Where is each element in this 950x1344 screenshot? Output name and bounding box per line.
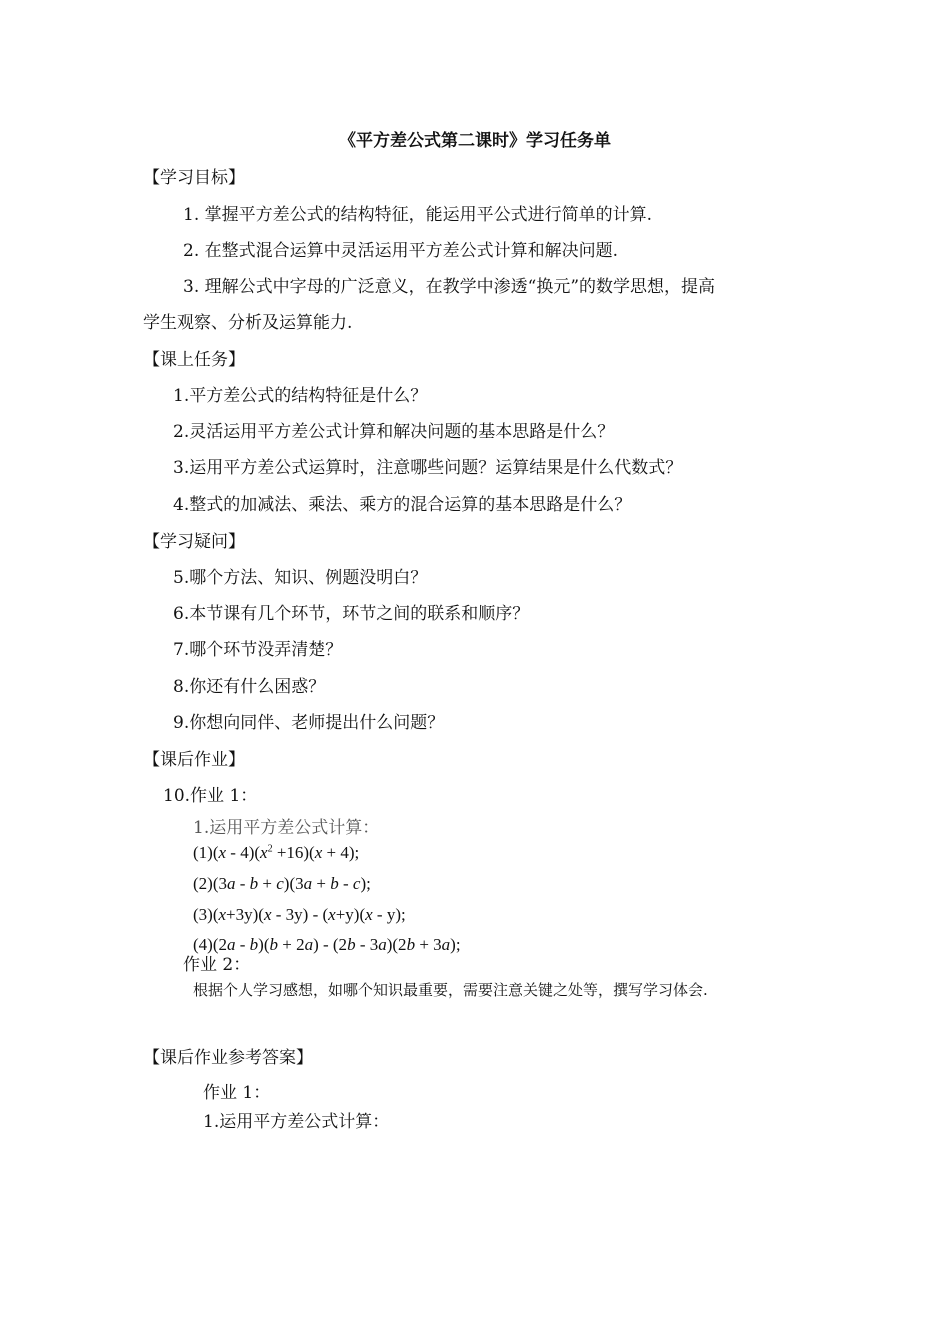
- homework-2-label: 作业 2：: [183, 955, 251, 975]
- task-item-4: 4.整式的加减法、乘法、乘方的混合运算的基本思路是什么？: [173, 495, 632, 515]
- task-item-3: 3.运用平方差公式运算时，注意哪些问题？运算结果是什么代数式？: [173, 458, 683, 478]
- homework-1-problem-1: $(1)(x - 4)(x^2 +16)(x + 4)$;: [193, 843, 360, 862]
- question-item-8: 8.你还有什么困惑？: [173, 677, 326, 697]
- homework-2-text: 根据个人学习感想，如哪个知识最重要，需要注意关键之处等，撰写学习体会.: [193, 981, 708, 999]
- question-item-6: 6.本节课有几个环节，环节之间的联系和顺序？: [173, 604, 530, 624]
- objective-item-1: 1. 掌握平方差公式的结构特征，能运用平公式进行简单的计算.: [183, 205, 653, 225]
- objective-item-3-continued: 学生观察、分析及运算能力.: [143, 313, 353, 333]
- homework-1-instruction: 1.运用平方差公式计算：: [193, 818, 380, 838]
- objective-item-2: 2. 在整式混合运算中灵活运用平方差公式计算和解决问题.: [183, 241, 619, 261]
- answers-homework-1-instruction: 1.运用平方差公式计算：: [203, 1112, 390, 1132]
- task-item-2: 2.灵活运用平方差公式计算和解决问题的基本思路是什么？: [173, 422, 615, 442]
- objective-item-3: 3. 理解公式中字母的广泛意义，在教学中渗透“换元”的数学思想，提高: [183, 277, 716, 297]
- section-heading-homework: 【课后作业】: [143, 750, 245, 770]
- answers-homework-1-label: 作业 1：: [203, 1083, 271, 1103]
- page-title: 《平方差公式第二课时》学习任务单: [339, 131, 611, 151]
- section-heading-objectives: 【学习目标】: [143, 168, 245, 188]
- homework-1-problem-2: (2)(3a - b + c)(3a + b - c);: [193, 874, 371, 893]
- question-item-7: 7.哪个环节没弄清楚？: [173, 640, 343, 660]
- section-heading-questions: 【学习疑问】: [143, 532, 245, 552]
- section-heading-tasks: 【课上任务】: [143, 350, 245, 370]
- task-item-1: 1.平方差公式的结构特征是什么？: [173, 386, 428, 406]
- homework-1-label: 10.作业 1：: [163, 786, 258, 806]
- question-item-5: 5.哪个方法、知识、例题没明白？: [173, 568, 428, 588]
- homework-1-problem-3: (3)(x+3y)(x - 3y) - (x+y)(x - y);: [193, 905, 406, 924]
- question-item-9: 9.你想向同伴、老师提出什么问题？: [173, 713, 445, 733]
- section-heading-answers: 【课后作业参考答案】: [143, 1048, 313, 1068]
- homework-1-problem-4: (4)(2a - b)(b + 2a) - (2b - 3a)(2b + 3a);: [193, 935, 461, 954]
